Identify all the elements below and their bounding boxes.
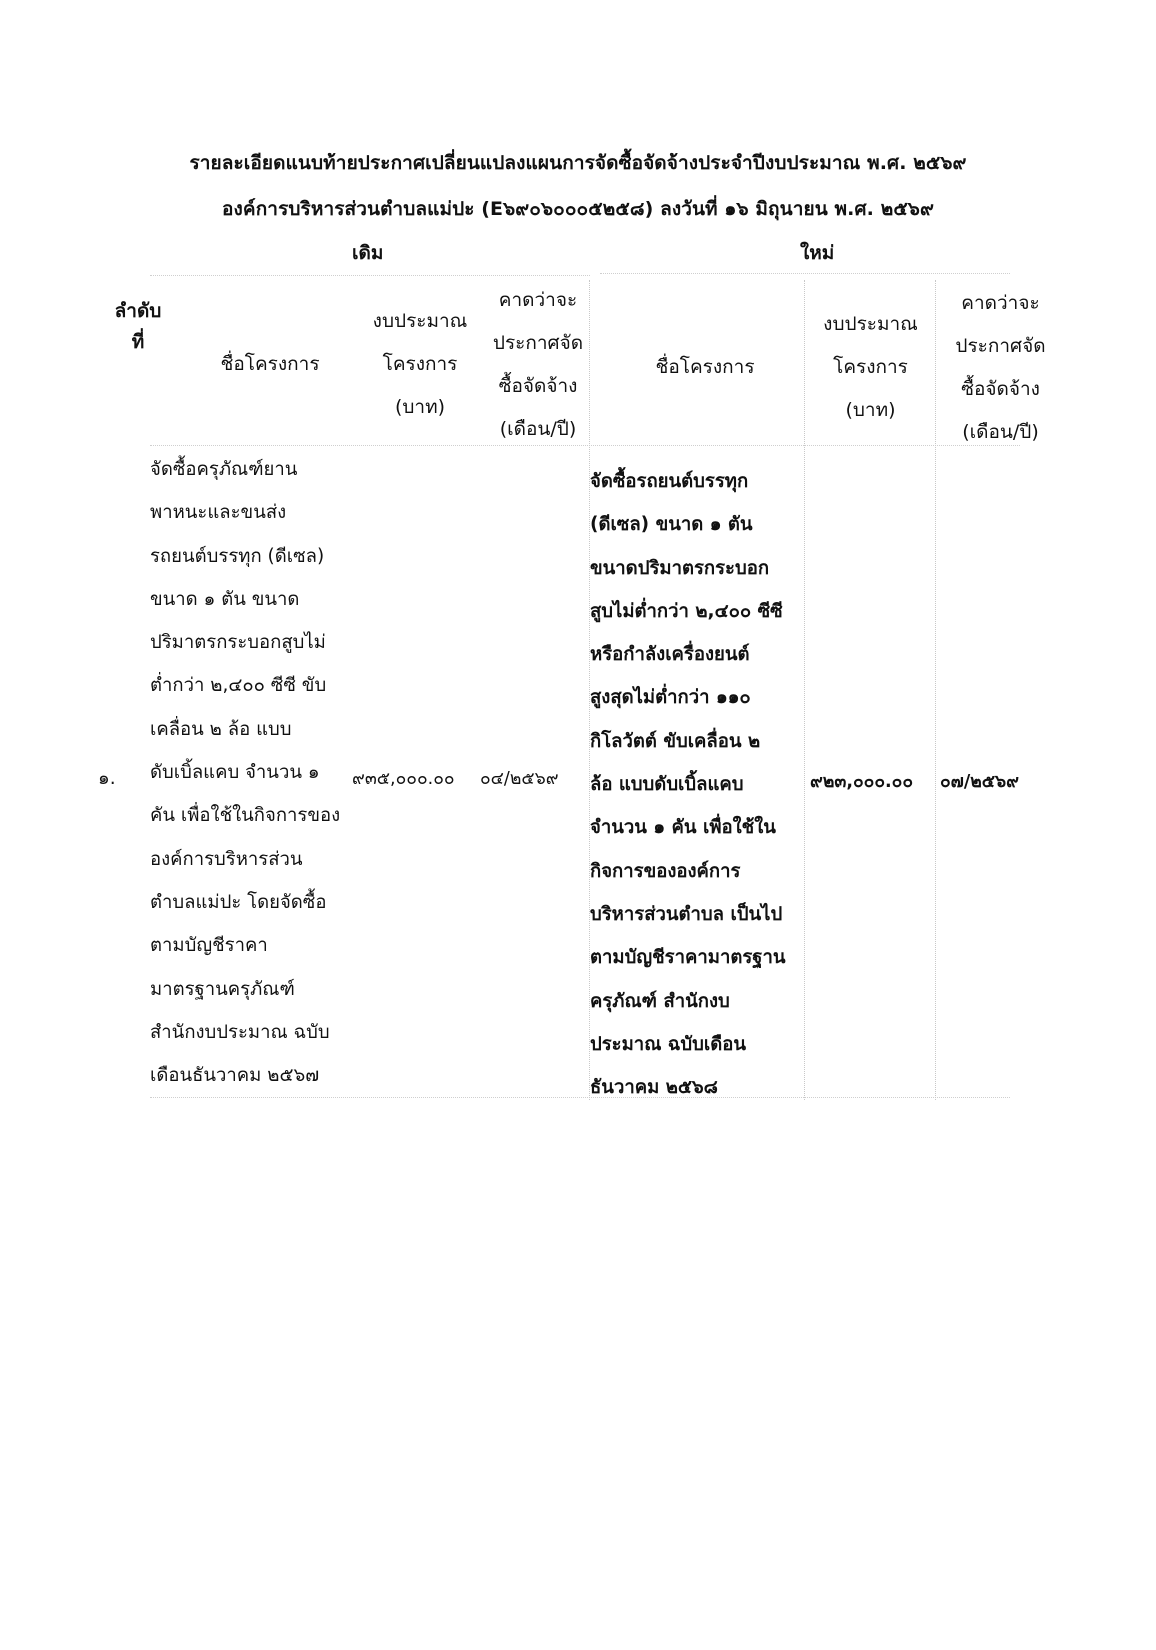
column-header-old-name	[190, 343, 350, 386]
text-line: เคลื่อน ๒ ล้อ แบบ	[150, 718, 292, 740]
column-header-old-month	[478, 279, 598, 451]
group-header-new: ใหม่	[800, 242, 835, 264]
header-line: ที่	[131, 331, 145, 353]
column-header-old-budget	[355, 300, 485, 429]
new-budget-value: ๙๒๓,๐๐๐.๐๐	[810, 772, 914, 792]
header-line: (บาท)	[845, 399, 896, 421]
text-line: ธันวาคม ๒๕๖๘	[590, 1077, 718, 1099]
text-line: ตามบัญชีราคา	[150, 935, 268, 957]
text-line: จำนวน ๑ คัน เพื่อใช้ใน	[590, 817, 776, 839]
column-header-new-budget	[808, 303, 933, 432]
text-line: กิโลวัตต์ ขับเคลื่อน ๒	[590, 730, 761, 752]
document-title-line1: รายละเอียดแนบท้ายประกาศเปลี่ยนแปลงแผนการจัดซื้อจัดจ้างประจำปีงบประมาณ พ.ศ. ๒๕๖๙	[189, 152, 967, 174]
new-project-name	[590, 460, 786, 1109]
header-line: โครงการ	[382, 353, 458, 375]
text-line: (ดีเซล) ขนาด ๑ ตัน	[590, 514, 753, 536]
divider	[804, 280, 805, 1100]
text-line: บริหารส่วนตำบล เป็นไป	[590, 903, 783, 925]
text-line: ต่ำกว่า ๒,๔๐๐ ซีซี ขับ	[150, 675, 327, 697]
header-line: คาดว่าจะ	[961, 292, 1040, 314]
divider	[150, 275, 590, 276]
text-line: องค์การบริหารส่วน	[150, 848, 303, 870]
header-line: ซื้อจัดจ้าง	[961, 378, 1040, 400]
text-line: รถยนต์บรรทุก (ดีเซล)	[150, 545, 325, 567]
document-title-line2: องค์การบริหารส่วนตำบลแม่ปะ (E๖๙๐๖๐๐๐๕๒๕๘) ลงวันที่ ๑๖ มิถุนายน พ.ศ. ๒๕๖๙	[222, 198, 934, 220]
header-line: (บาท)	[394, 396, 446, 418]
text-line: เดือนธันวาคม ๒๕๖๗	[150, 1065, 320, 1087]
header-line: (เดือน/ปี)	[962, 421, 1039, 443]
text-line: สูงสุดไม่ต่ำกว่า ๑๑๐	[590, 687, 751, 709]
text-line: ครุภัณฑ์ สำนักงบ	[590, 990, 730, 1012]
text-line: จัดซื้อครุภัณฑ์ยาน	[150, 459, 298, 480]
header-line: คาดว่าจะ	[498, 289, 578, 311]
text-line: กิจการขององค์การ	[590, 860, 741, 882]
old-budget-value: ๙๓๕,๐๐๐.๐๐	[352, 769, 455, 789]
header-line: ซื้อจัดจ้าง	[498, 375, 578, 397]
column-header-new-name	[620, 346, 790, 389]
text-line: สำนักงบประมาณ ฉบับ	[150, 1021, 330, 1043]
text-line: ดับเบิ้ลแคบ จำนวน ๑	[150, 762, 320, 784]
old-month-value: ๐๔/๒๕๖๙	[480, 769, 559, 789]
text-line: ตามบัญชีราคามาตรฐาน	[590, 947, 786, 969]
header-line: โครงการ	[833, 356, 908, 378]
header-line: ลำดับ	[114, 300, 162, 322]
text-line: ขนาด ๑ ตัน ขนาด	[150, 588, 300, 610]
column-header-new-month	[938, 282, 1063, 454]
header-line: ประกาศจัด	[955, 335, 1046, 357]
header-line: ประกาศจัด	[492, 332, 584, 354]
header-line: งบประมาณ	[823, 313, 918, 335]
old-project-name	[150, 448, 340, 1097]
header-line: งบประมาณ	[372, 310, 468, 332]
divider	[600, 273, 1010, 274]
divider	[935, 280, 936, 1100]
text-line: คัน เพื่อใช้ในกิจการของ	[150, 805, 341, 827]
header-line: (เดือน/ปี)	[499, 418, 577, 440]
text-line: ขนาดปริมาตรกระบอก	[590, 557, 770, 579]
text-line: จัดซื้อรถยนต์บรรทุก	[590, 471, 749, 492]
text-line: สูบไม่ต่ำกว่า ๒,๔๐๐ ซีซี	[590, 600, 783, 622]
column-header-no	[98, 290, 178, 364]
text-line: มาตรฐานครุภัณฑ์	[150, 978, 295, 1000]
text-line: หรือกำลังเครื่องยนต์	[590, 644, 750, 666]
new-month-value: ๐๗/๒๕๖๙	[940, 772, 1019, 792]
row-number: ๑.	[98, 768, 116, 789]
group-header-old: เดิม	[352, 242, 384, 264]
text-line: พาหนะและขนส่ง	[150, 502, 287, 524]
text-line: ประมาณ ฉบับเดือน	[590, 1033, 746, 1055]
text-line: ปริมาตรกระบอกสูบไม่	[150, 632, 326, 654]
text-line: ล้อ แบบดับเบิ้ลแคบ	[590, 774, 744, 796]
header-line: ชื่อโครงการ	[220, 353, 320, 375]
header-line: ชื่อโครงการ	[655, 356, 755, 378]
text-line: ตำบลแม่ปะ โดยจัดซื้อ	[150, 891, 327, 913]
